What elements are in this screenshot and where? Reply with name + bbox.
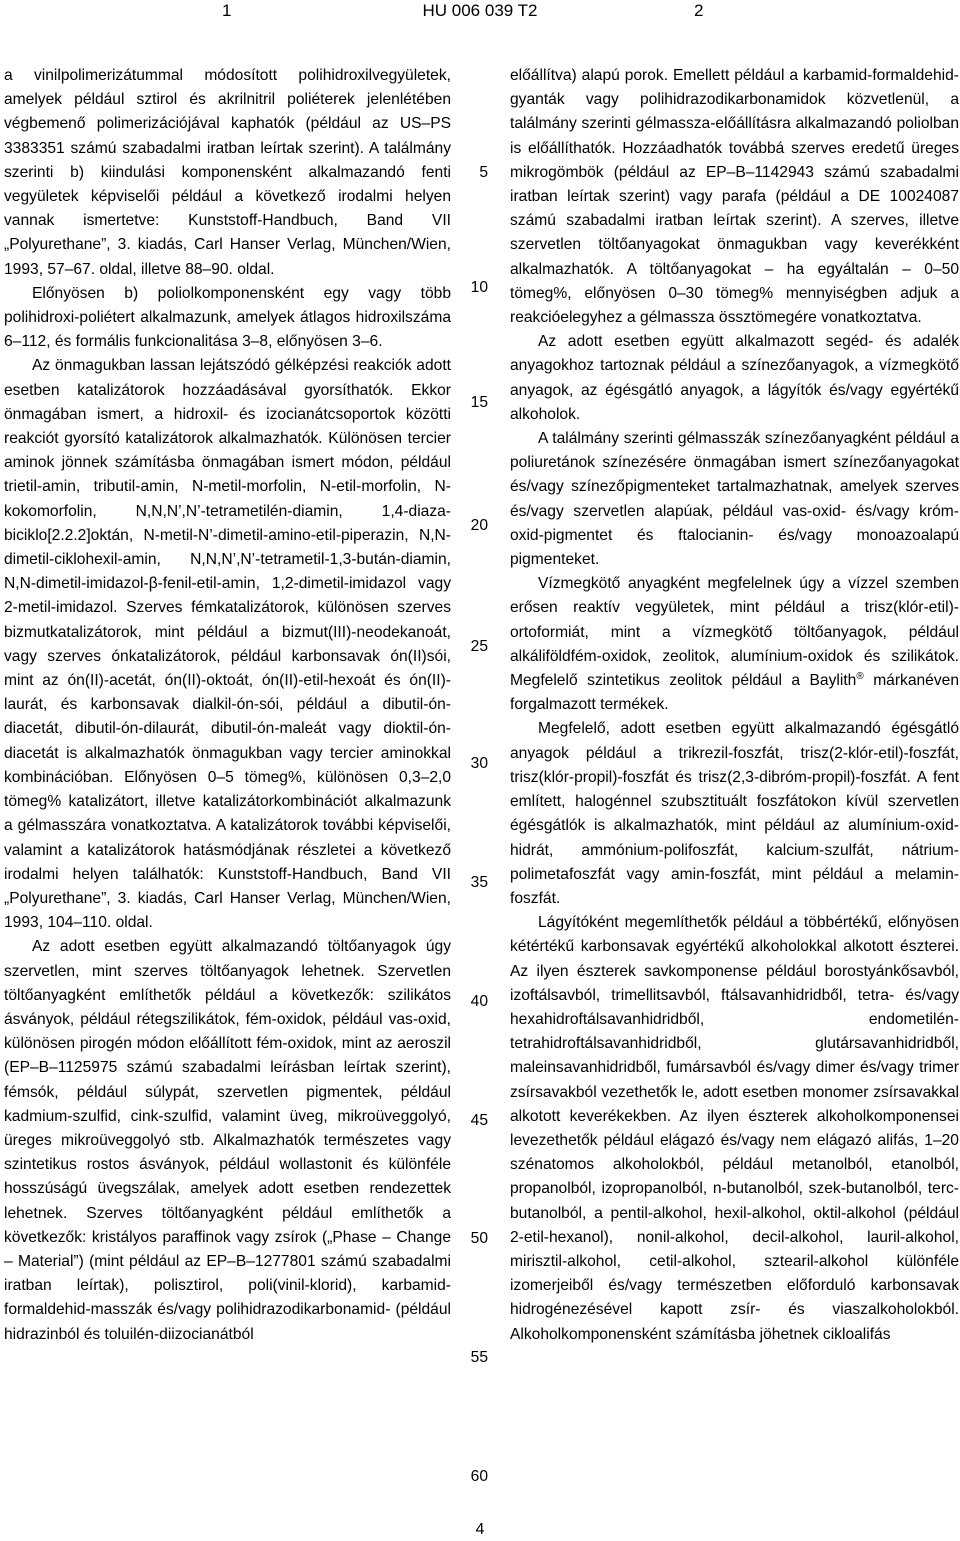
line-number: 35 <box>470 874 488 891</box>
line-number: 15 <box>470 394 488 411</box>
line-number: 20 <box>470 517 488 534</box>
paragraph-text: Vízmegkötő anyagként megfelelnek úgy a vízzel szemben erősen reaktív vegyületek, mint például a trisz(klór-etil)-ortoformiát, mint a vízmegkötő töltőanyagok, például alkáliföldfém-oxidok, zeolitok, alumínium-oxidok és szilikátok. Megfelelő szintetikus zeolitok például a Baylith <box>510 575 959 690</box>
patent-number: HU 006 039 T2 <box>422 1 538 20</box>
line-number: 55 <box>470 1349 488 1366</box>
paragraph: a vinilpolimerizátummal módosított polihidroxilvegyületek, amelyek például sztirol és akrilnitril poliéterek jelenlétében végbemenő polimerizációjával kaphatók (például az US–PS 3383351 számú szabadalmi iratban leírtak szerint). A találmány szerinti b) kiindulási komponensként alkalmazandó fenti vegyületek képviselői például a következő irodalmi helyen vannak ismertetve: Kunststoff-Handbuch, Band VII „Polyurethane”, 3. kiadás, Carl Hanser Verlag, München/Wien, 1993, 57–67. oldal, illetve 88–90. oldal. <box>4 67 451 278</box>
line-number: 40 <box>470 993 488 1010</box>
paragraph: Megfelelő, adott esetben együtt alkalmazandó égésgátló anyagok például a trikrezil-foszfát, trisz(2-klór-etil)-foszfát, trisz(klór-propil)-foszfát és trisz(2,3-dibróm-propil)-foszfát. A fent említett, halogénnel szubsztituált foszfátokon kívül szervetlen égésgátlók is alkalmazhatók, mint például az alumínium-oxid-hidrát, ammónium-polifoszfát, kalcium-szulfát, nátrium-polimetafoszfát vagy amin-foszfát, mint például a melamin-foszfát. <box>510 720 959 907</box>
line-number: 45 <box>470 1112 488 1129</box>
paragraph: Előnyösen b) poliolkomponensként egy vagy több polihidroxi-poliétert alkalmazunk, amelyek átlagos hidroxilszáma 6–112, és formális funkcionalitása 3–8, előnyösen 3–6. <box>4 284 451 351</box>
paragraph: Az adott esetben együtt alkalmazandó töltőanyagok úgy szervetlen, mint szerves töltőanyagok lehetnek. Szervetlen töltőanyagként említhetők például a következők: szilikátos ásványok, például rétegszilikátok, fém-oxidok, például vas-oxid, különösen pirogén módon előállított fém-oxidok, mint az aeroszil (EP–B–1125975 számú szabadalmi leírásban leírtak szerint), fémsók, például súlypát, szervetlen pigmentek, például kadmium-szulfid, cink-szulfid, valamint üveg, mikroüveggolyó, üreges mikroüveggolyó stb. Alkalmazhatók természetes vagy szintetikus rostos ásványok, például wollastonit és különféle hosszúságú üvegszálak, amelyek adott esetben rendezettek lehetnek. Szerves töltőanyagként például említhetők a következők: kristályos paraffinok vagy zsírok („Phase – Change – Material”) (mint például az EP–B–1277801 számú szabadalmi iratban leírtak), polisztirol, poli(vinil-klorid), karbamid-formaldehid-masszák és/vagy polihidrazodikarbonamid- (például hidrazinból és toluilén-diizocianátból <box>4 938 451 1343</box>
paragraph: Az önmagukban lassan lejátszódó gélképzési reakciók adott esetben katalizátorok hozzáadásával gyorsíthatók. Ekkor önmagában ismert, a hidroxil- és izocianátcsoportok közötti reakciót gyorsító katalizátorok alkalmazhatók. Különösen tercier aminok jönnek számításba önmagában ismert módon, például trietil-amin, tributil-amin, N-metil-morfolin, N-etil-morfolin, N-kokomorfolin, N,N,N’,N’-tetrametilén-diamin, 1,4-diaza-biciklo[2.2.2]oktán, N-metil-N’-dimetil-amino-etil-piperazin, N,N-dimetil-ciklohexil-amin, N,N,N’,N’-tetrametil-1,3-bután-diamin, N,N-dimetil-imidazol-β-fenil-etil-amin, 1,2-dimetil-imidazol vagy 2-metil-imidazol. Szerves fémkatalizátorok, különösen szerves bizmutkatalizátorok, mint például a bizmut(III)-neodekanoát, vagy szerves ónkatalizátorok, például karbonsavak ón(II)sói, mint az ón(II)-acetát, ón(II)-oktoát, ón(II)-etil-hexoát és ón(II)-laurát, és karbonsavak dialkil-ón-sói, például a dibutil-ón-diacetát, dibutil-ón-dilaurát, dibutil-ón-maleát vagy dioktil-ón-diacetát is alkalmazhatók önmagukban vagy tercier aminokkal kombinációban. Előnyösen 0–5 tömeg%, különösen 0,3–2,0 tömeg% katalizátort, illetve katalizátorkombinációt alkalmazunk a gélmasszára vonatkoztatva. A katalizátorok további képviselői, valamint a katalizátorok hatásmódjának részletei a következő irodalmi helyen találhatók: Kunststoff-Handbuch, Band VII „Polyurethane”, 3. kiadás, Carl Hanser Verlag, München/Wien, 1993, 104–110. oldal. <box>4 357 451 932</box>
paragraph: előállítva) alapú porok. Emellett például a karbamid-formaldehid-gyanták vagy polihidrazodikarbonamidok közvetlenül, a találmány szerinti gélmassza-előállításra alkalmazandó poliolban is előállíthatók. Hozzáadhatók továbbá szerves eredetű üreges mikrogömbök (például az EP–B–1142943 számú szabadalmi iratban leírtak szerint) vagy parafa (például a DE 10024087 számú szabadalmi iratban leírtak szerint). A szerves, illetve szervetlen töltőanyagokat önmagukban vagy keverékként alkalmazhatók. A töltőanyagokat – ha egyáltalán – 0–50 tömeg%, előnyösen 0–30 tömeg% mennyiségben adjuk a reakcióelegyhez a gélmassza össztömegére vonatkoztatva. <box>510 67 959 327</box>
line-number: 60 <box>470 1468 488 1485</box>
paragraph: Lágyítóként megemlíthetők például a többértékű, előnyösen kétértékű karbonsavak egyértékű alkoholokkal alkotott észterei. Az ilyen észterek savkomponense például borostyánkősavból, izoftálsavból, trimellitsavból, ftálsavanhidridből, tetra- és/vagy hexahidroftálsavanhidridből, endometilén-tetrahidroftálsavanhidridből, glutársavanhidridből, maleinsavanhidridből, fumársavból és/vagy dimer és/vagy trimer zsírsavakból vezethetők le, adott esetben monomer zsírsavakkal alkotott keverékekben. Az ilyen észterek alkoholkomponensei levezethetők például elágazó és/vagy nem elágazó alifás, 1–20 szénatomos alkoholokból, például metanolból, etanolból, propanolból, izopropanolból, n-butanolból, szek-butanolból, terc-butanolból, a pentil-alkohol, hexil-alkohol, oktil-alkohol (például 2-etil-hexanol), nonil-alkohol, decil-alkohol, lauril-alkohol, mirisztil-alkohol, cetil-alkohol, sztearil-alkohol különféle izomerjeiből és/vagy természetben előforduló karbonsavak hidrogénezésével kapott zsír- és viaszalkoholokból. Alkoholkomponensként számításba jöhetnek cikloalifás <box>510 914 959 1343</box>
right-column <box>510 64 959 1504</box>
footer-page-number: 4 <box>475 1521 485 1538</box>
paragraph <box>510 572 959 717</box>
left-page-number: 1 <box>222 1 232 20</box>
paragraph: A találmány szerinti gélmasszák színezőanyagként például a poliuretánok színezésére önmagában ismert színezőanyagokat és/vagy színezőpigmenteket tartalmazhatnak, amelyek szerves és/vagy szervetlen alapúak, például vas-oxid- és/vagy króm-oxid-pigmentet és ftalocianin- és/vagy monoazoalapú pigmenteket. <box>510 430 959 569</box>
line-number: 5 <box>479 164 488 181</box>
line-number: 10 <box>470 279 488 296</box>
line-number: 30 <box>470 755 488 772</box>
paragraph: Az adott esetben együtt alkalmazott segéd- és adalék anyagokhoz tartoznak például a színezőanyagok, a vízmegkötő anyagok, az égésgátló anyagok, a lágyítók és/vagy egyértékű alkoholok. <box>510 333 959 423</box>
registered-mark: ® <box>856 670 864 682</box>
left-column <box>4 64 451 1504</box>
line-number: 25 <box>470 638 488 655</box>
right-page-number: 2 <box>694 1 704 20</box>
paragraph-text: márkanéven forgalmazott termékek. <box>510 672 959 714</box>
line-number: 50 <box>470 1230 488 1247</box>
